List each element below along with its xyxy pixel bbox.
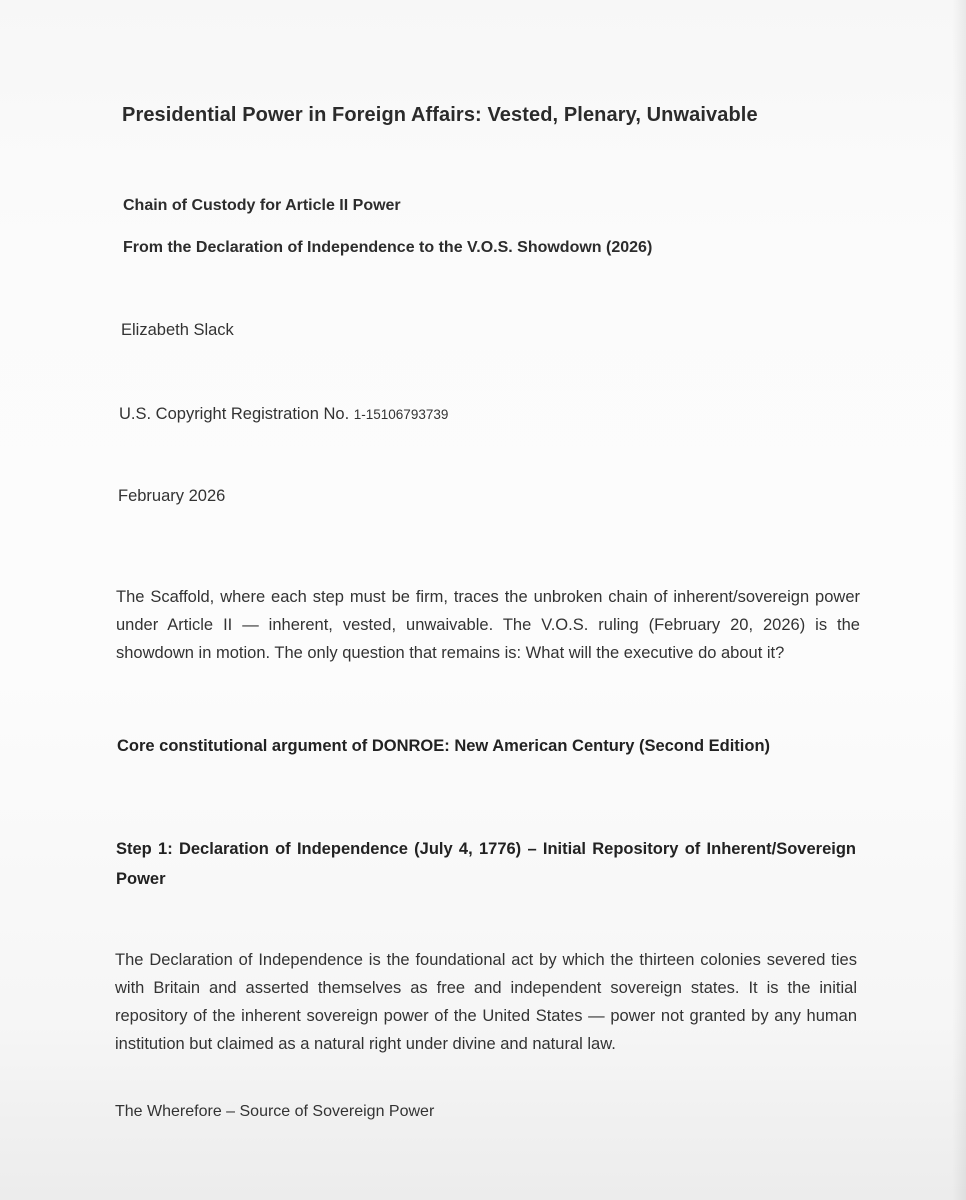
page-edge-shadow bbox=[952, 0, 966, 1200]
step-1-paragraph: The Declaration of Independence is the foundational act by which the thirteen colonies severed ties with Britain and asserted themselves as free and independent sovereign states. It is the initial repository of the inherent sovereign power of the United States — power not granted by any human institution but claimed as a natural right under divine and natural law. bbox=[115, 950, 857, 1053]
document-date: February 2026 bbox=[118, 487, 226, 505]
document-subtitle-chain-of-custody: Chain of Custody for Article II Power bbox=[123, 197, 401, 214]
author-name: Elizabeth Slack bbox=[121, 321, 234, 339]
copyright-registration bbox=[119, 405, 448, 424]
step-1-heading: Step 1: Declaration of Independence (July 4, 1776) – Initial Repository of Inherent/Sovereign Power bbox=[116, 839, 856, 888]
core-argument-heading: Core constitutional argument of DONROE: New American Century (Second Edition) bbox=[117, 737, 771, 755]
document-subtitle-timeline: From the Declaration of Independence to the V.O.S. Showdown (2026) bbox=[123, 239, 653, 256]
copyright-label: U.S. Copyright Registration No. bbox=[119, 405, 354, 423]
intro-paragraph: The Scaffold, where each step must be firm, traces the unbroken chain of inherent/sovereign power under Article II — inherent, vested, unwaivable. The V.O.S. ruling (February 20, 2026) is the showdown in motion. The only question that remains is: What will the executive do about it? bbox=[116, 587, 860, 662]
wherefore-heading: The Wherefore – Source of Sovereign Power bbox=[115, 1103, 435, 1120]
document-title: Presidential Power in Foreign Affairs: Vested, Plenary, Unwaivable bbox=[122, 104, 758, 126]
copyright-number: 1-15106793739 bbox=[353, 407, 449, 422]
